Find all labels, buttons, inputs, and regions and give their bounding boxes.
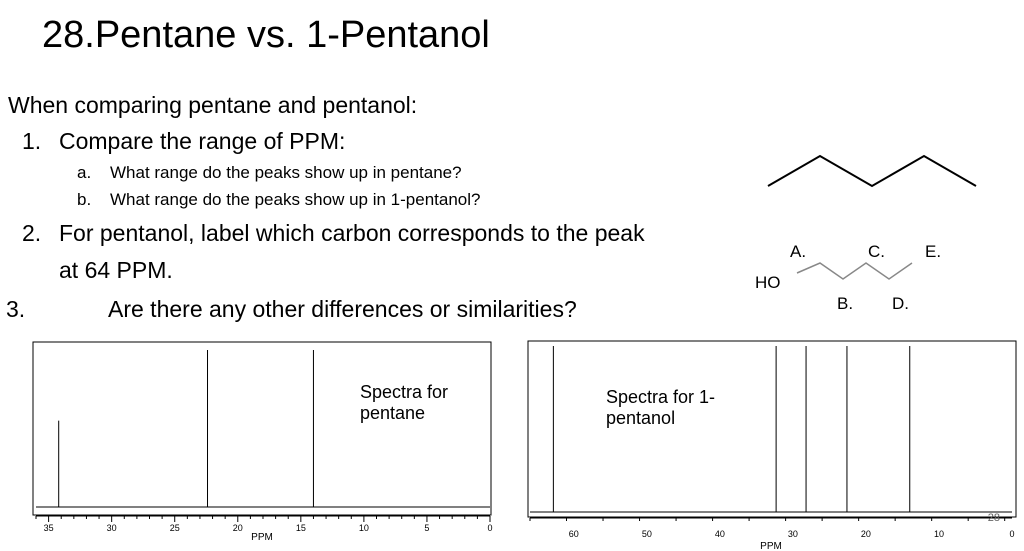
question-1-number: 1. — [22, 128, 42, 154]
pentane-spectrum-label: Spectra for pentane — [360, 382, 449, 423]
carbon-label-e: E. — [925, 242, 942, 261]
carbon-label-b: B. — [837, 294, 854, 313]
question-2-text-line2: at 64 PPM. — [59, 257, 173, 283]
pentanol-spectrum-chart — [528, 341, 1016, 551]
question-1b-letter: b. — [77, 190, 92, 209]
intro-text: When comparing pentane and pentanol: — [8, 92, 418, 118]
pentane-tick-label: 5 — [424, 523, 430, 533]
pentane-spectrum-frame — [33, 342, 491, 515]
pentane-tick-label: 25 — [169, 523, 180, 533]
pentanol-skeletal-structure — [797, 263, 912, 279]
pentane-skeletal-structure — [768, 156, 976, 186]
question-1b-text: What range do the peaks show up in 1-pentanol? — [110, 190, 481, 209]
pentanol-tick-label: 30 — [787, 529, 798, 539]
pentanol-spectrum-frame — [528, 341, 1016, 517]
page-title: 28.Pentane vs. 1-Pentanol — [42, 14, 490, 56]
pentanol-corner-number: 28 — [987, 512, 1000, 524]
question-3-text: Are there any other differences or similarities? — [108, 296, 577, 322]
pentane-axis-title: PPM — [251, 532, 273, 543]
pentanol-spectrum-label: Spectra for 1-pentanol — [606, 387, 716, 428]
hydroxyl-label: HO — [755, 273, 781, 292]
pentanol-tick-label: 10 — [933, 529, 944, 539]
pentane-tick-label: 10 — [358, 523, 369, 533]
question-2-number: 2. — [22, 220, 42, 246]
pentane-tick-label: 0 — [487, 523, 493, 533]
question-3-number: 3. — [6, 296, 26, 322]
pentanol-axis-title: PPM — [760, 541, 782, 551]
carbon-label-a: A. — [790, 242, 807, 261]
pentane-tick-label: 15 — [295, 523, 306, 533]
question-1-text: Compare the range of PPM: — [59, 128, 346, 154]
pentane-tick-label: 30 — [106, 523, 117, 533]
pentane-spectrum-chart — [33, 342, 493, 543]
pentanol-tick-label: 0 — [1009, 529, 1015, 539]
pentanol-tick-label: 40 — [714, 529, 725, 539]
pentanol-tick-label: 20 — [860, 529, 871, 539]
carbon-label-d: D. — [892, 294, 909, 313]
question-1a-text: What range do the peaks show up in pentane? — [110, 163, 462, 182]
question-1a-letter: a. — [77, 163, 92, 182]
pentanol-tick-label: 50 — [641, 529, 652, 539]
pentanol-tick-label: 60 — [568, 529, 579, 539]
carbon-label-c: C. — [868, 242, 885, 261]
question-2-text: For pentanol, label which carbon corresponds to the peak — [59, 220, 645, 246]
pentane-tick-label: 35 — [43, 523, 54, 533]
pentane-tick-label: 20 — [232, 523, 243, 533]
